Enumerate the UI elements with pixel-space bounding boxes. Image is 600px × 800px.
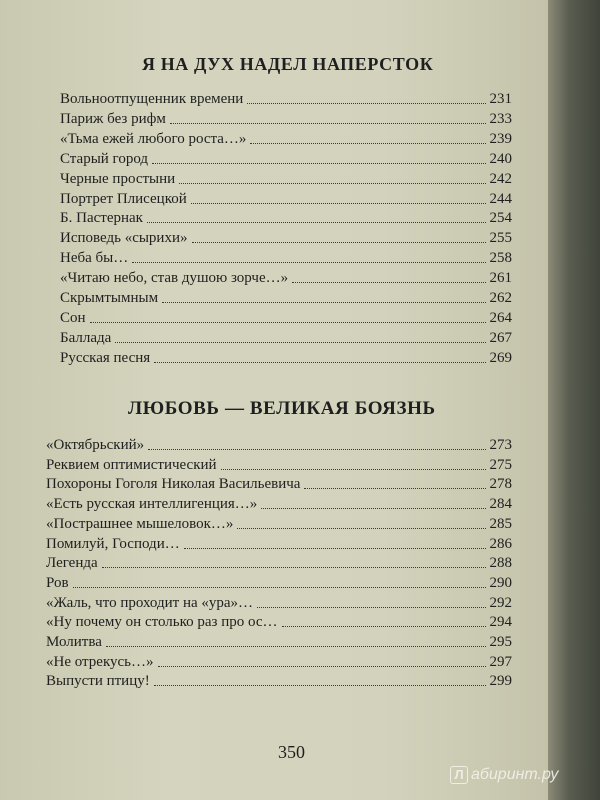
toc-entry — [60, 307, 512, 327]
toc-entry-title: Исповедь «сырихи» — [60, 230, 188, 246]
toc-leader-dots — [102, 567, 486, 568]
toc-leader-dots — [158, 666, 486, 667]
toc-entry — [46, 631, 512, 651]
toc-entry — [60, 327, 512, 347]
toc-entry-title: «Тьма ежей любого роста…» — [60, 131, 247, 147]
toc-leader-dots — [115, 342, 485, 343]
toc-leader-dots — [184, 548, 486, 549]
toc-entry — [46, 454, 512, 474]
toc-leader-dots — [247, 103, 485, 104]
toc-leader-dots — [152, 163, 485, 164]
toc-entry-page: 264 — [489, 310, 512, 326]
section-title-2: ЛЮБОВЬ — ВЕЛИКАЯ БОЯЗНЬ — [128, 398, 436, 419]
toc-leader-dots — [304, 488, 485, 489]
toc-entry-title: Помилуй, Господи… — [46, 536, 180, 552]
toc-entry-title: Портрет Плисецкой — [60, 191, 187, 207]
toc-entry-title: Черные простыни — [60, 171, 176, 187]
toc-entry — [60, 128, 512, 148]
toc-entry-title: Выпусти птицу! — [46, 673, 150, 689]
toc-entry-title: Баллада — [60, 330, 112, 346]
book-edge — [548, 0, 600, 800]
toc-entry-page: 261 — [489, 270, 512, 286]
toc-entry-title: Русская песня — [60, 350, 151, 366]
toc-entry-title: Похороны Гоголя Николая Васильевича — [46, 476, 301, 492]
watermark — [450, 766, 558, 784]
toc-entry — [46, 611, 512, 631]
toc-leader-dots — [148, 449, 485, 450]
toc-entry-page: 231 — [489, 91, 512, 107]
toc-entry — [60, 207, 512, 227]
toc-leader-dots — [90, 322, 486, 323]
toc-leader-dots — [132, 262, 485, 263]
toc-entry-title: Неба бы… — [60, 250, 129, 266]
toc-entry-title: «Ну почему он столько раз про ос… — [46, 614, 278, 630]
toc-entry-title: Молитва — [46, 634, 102, 650]
toc-entry-title: Реквием оптимистический — [46, 457, 217, 473]
toc-entry — [46, 473, 512, 493]
toc-entry — [60, 287, 512, 307]
toc-leader-dots — [170, 123, 486, 124]
toc-leader-dots — [257, 607, 485, 608]
toc-entry-page: 240 — [489, 151, 512, 167]
toc-entry-page: 295 — [489, 634, 512, 650]
toc-entry-page: 242 — [489, 171, 512, 187]
toc-entry-page: 269 — [489, 350, 512, 366]
toc-leader-dots — [250, 143, 485, 144]
toc-entry-page: 297 — [489, 654, 512, 670]
toc-leader-dots — [237, 528, 485, 529]
toc-entry — [46, 592, 512, 612]
toc-leader-dots — [154, 685, 486, 686]
toc-entry-title: «Жаль, что проходит на «ура»… — [46, 595, 254, 611]
toc-leader-dots — [261, 508, 485, 509]
toc-entry-title: «Октябрьский» — [46, 437, 145, 453]
toc-entry — [46, 572, 512, 592]
toc-entry-title: Париж без рифм — [60, 111, 166, 127]
toc-entry-page: 299 — [489, 673, 512, 689]
toc-entry-page: 275 — [489, 457, 512, 473]
toc-entry — [60, 227, 512, 247]
toc-leader-dots — [292, 282, 485, 283]
toc-entry-title: Ров — [46, 575, 69, 591]
toc-leader-dots — [154, 362, 485, 363]
toc-entry-page: 285 — [489, 516, 512, 532]
toc-leader-dots — [192, 242, 486, 243]
toc-entry-page: 290 — [489, 575, 512, 591]
toc-leader-dots — [147, 222, 486, 223]
toc-entry-title: «Читаю небо, став душою зорче…» — [60, 270, 289, 286]
toc-entry-page: 244 — [489, 191, 512, 207]
toc-entry-title: Б. Пастернак — [60, 210, 143, 226]
toc-entry-page: 262 — [489, 290, 512, 306]
toc-entry-title: Старый город — [60, 151, 149, 167]
toc-entry-page: 288 — [489, 555, 512, 571]
toc-entry-page: 267 — [489, 330, 512, 346]
toc-entry — [60, 247, 512, 267]
toc-entry-title: «Не отрекусь…» — [46, 654, 154, 670]
toc-entry-title: «Есть русская интеллигенция…» — [46, 496, 258, 512]
toc-leader-dots — [221, 469, 486, 470]
toc-leader-dots — [162, 302, 485, 303]
toc-entry — [46, 434, 512, 454]
toc-leader-dots — [282, 626, 486, 627]
toc-entry-title: Вольноотпущенник времени — [60, 91, 244, 107]
labirint-logo: Л — [450, 766, 468, 784]
toc-entry-page: 254 — [489, 210, 512, 226]
toc-entry-page: 286 — [489, 536, 512, 552]
toc-entry — [60, 347, 512, 367]
toc-entry-page: 273 — [489, 437, 512, 453]
toc-entry-page: 278 — [489, 476, 512, 492]
toc-entry — [60, 188, 512, 208]
section-title-1: Я НА ДУХ НАДЕЛ НАПЕРСТОК — [142, 54, 434, 74]
toc-entry-page: 284 — [489, 496, 512, 512]
toc-entry — [46, 552, 512, 572]
toc-entry — [46, 670, 512, 690]
page-number: 350 — [278, 742, 305, 762]
toc-entry — [46, 513, 512, 533]
toc-entry-page: 292 — [489, 595, 512, 611]
toc-entry — [46, 493, 512, 513]
toc-entry — [60, 108, 512, 128]
toc-entry-page: 239 — [489, 131, 512, 147]
toc-entry-page: 258 — [489, 250, 512, 266]
toc-entry-title: Скрымтымным — [60, 290, 159, 306]
toc-entry-page: 255 — [489, 230, 512, 246]
toc-leader-dots — [106, 646, 486, 647]
toc-entry-title: «Пострашнее мышеловок…» — [46, 516, 234, 532]
toc-entry — [60, 267, 512, 287]
toc-entry-page: 233 — [489, 111, 512, 127]
toc-entry — [60, 88, 512, 108]
watermark-text: абиринт.ру — [471, 766, 559, 783]
toc-entry — [60, 168, 512, 188]
toc-entry — [46, 533, 512, 553]
toc-entry — [46, 651, 512, 671]
toc-entry-title: Легенда — [46, 555, 98, 571]
toc-leader-dots — [191, 203, 486, 204]
toc-entry — [60, 148, 512, 168]
toc-entry-title: Сон — [60, 310, 86, 326]
toc-leader-dots — [73, 587, 486, 588]
toc-leader-dots — [179, 183, 485, 184]
toc-entry-page: 294 — [489, 614, 512, 630]
